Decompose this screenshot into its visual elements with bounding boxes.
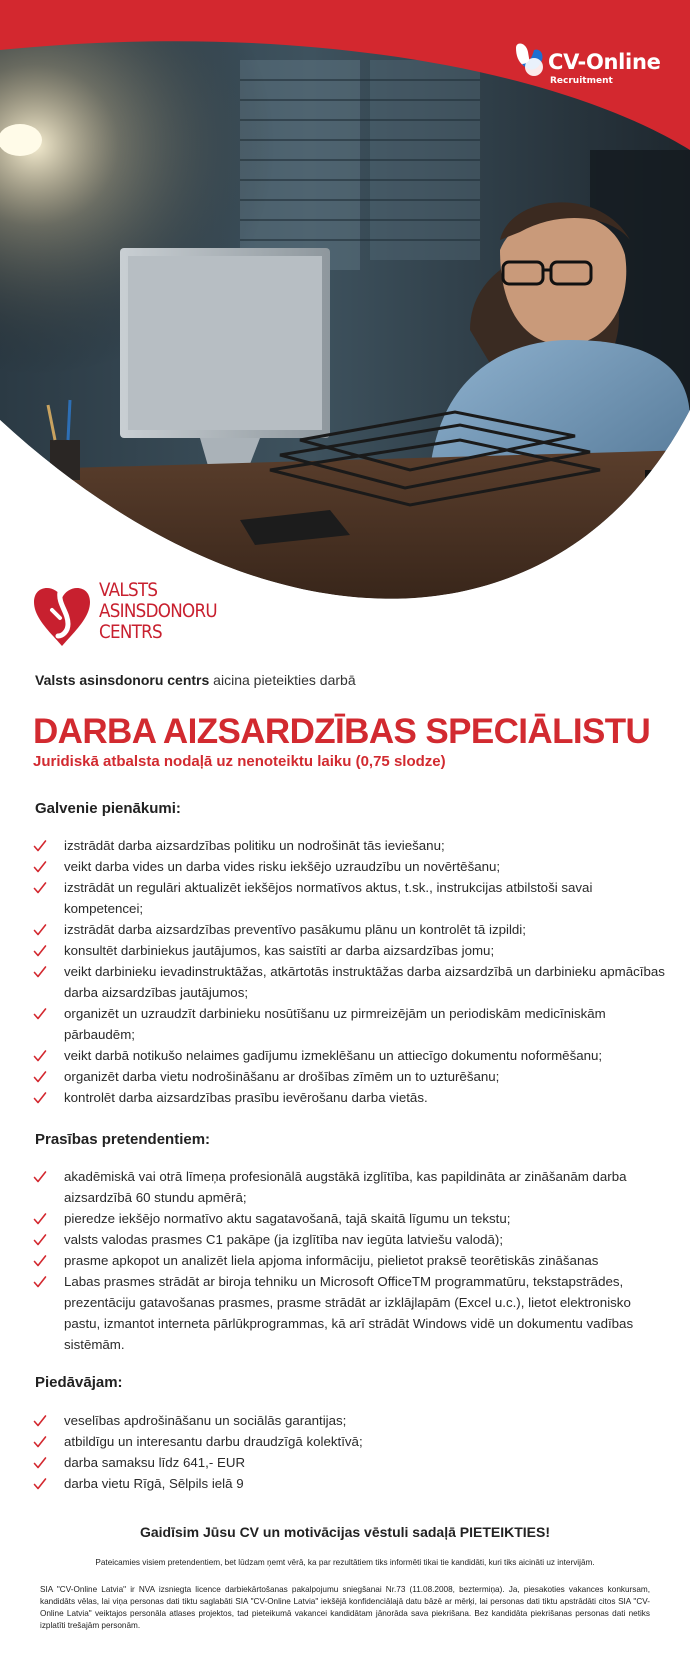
- list-item: [33, 1250, 665, 1271]
- list-item: [33, 1431, 665, 1452]
- employer-logo-line2: ASINSDONORU: [99, 600, 217, 622]
- list-item: [33, 1208, 665, 1229]
- checkmark-icon: [33, 859, 47, 873]
- list-item: [33, 1473, 665, 1494]
- list-item-text: kontrolēt darba aizsardzības prasību ievērošanu darba vietās.: [64, 1090, 428, 1105]
- list-item-text: atbildīgu un interesantu darbu draudzīgā kolektīvā;: [64, 1434, 363, 1449]
- checkmark-icon: [33, 1232, 47, 1246]
- list-item-text: veikt darba vides un darba vides risku iekšējo uzraudzību un novērtēšanu;: [64, 859, 501, 874]
- list-item-text: izstrādāt un regulāri aktualizēt iekšējos normatīvos aktus, t.sk., instrukcijas atbilstoši savai kompetencei;: [64, 880, 593, 916]
- checkmark-icon: [33, 1253, 47, 1267]
- list-item: [33, 1229, 665, 1250]
- list-item-text: veikt darbinieku ievadinstruktāžas, atkārtotās instruktāžas darba aizsardzībā un darbinieku apmācības darba aizsardzības jautājumos;: [64, 964, 665, 1000]
- checkmark-icon: [33, 922, 47, 936]
- position-subtitle: Juridiskā atbalsta nodaļā uz nenoteiktu laiku (0,75 slodze): [33, 753, 446, 770]
- list-item: [33, 856, 665, 877]
- employer-logo: [32, 578, 252, 658]
- checkmark-icon: [33, 943, 47, 957]
- list-item-text: akadēmiskā vai otrā līmeņa profesionālā augstākā izglītība, kas papildināta ar zināšanām darba aizsardzībā 60 stundu apmērā;: [64, 1169, 627, 1205]
- checkmark-icon: [33, 838, 47, 852]
- list-item-text: darba vietu Rīgā, Sēlpils ielā 9: [64, 1476, 244, 1491]
- employer-logo-line1: VALSTS: [99, 579, 158, 601]
- cv-online-brand-name: CV-Online: [548, 50, 661, 74]
- offer-heading: Piedāvājam:: [35, 1374, 123, 1391]
- blood-drop-heart-icon: [32, 582, 92, 648]
- checkmark-icon: [33, 964, 47, 978]
- checkmark-icon: [33, 1048, 47, 1062]
- list-item-text: izstrādāt darba aizsardzības preventīvo pasākumu plānu un kontrolēt tā izpildi;: [64, 922, 526, 937]
- list-item: [33, 919, 665, 940]
- list-item-text: veikt darbā notikušo nelaimes gadījumu izmeklēšanu un attiecīgo dokumentu noformēšanu;: [64, 1048, 603, 1063]
- apply-call-to-action: Gaidīsim Jūsu CV un motivācijas vēstuli sadaļā PIETEIKTIES!: [139, 1524, 551, 1540]
- list-item: [33, 1087, 665, 1108]
- list-item-text: pieredze iekšējo normatīvo aktu sagatavošanā, tajā skaitā līgumu un tekstu;: [64, 1211, 511, 1226]
- cv-online-logo: [512, 42, 662, 90]
- list-item-text: veselības apdrošināšanu un sociālās garantijas;: [64, 1413, 347, 1428]
- offer-list: [33, 1410, 665, 1494]
- list-item: [33, 1066, 665, 1087]
- checkmark-icon: [33, 1274, 47, 1288]
- list-item: [33, 1410, 665, 1431]
- checkmark-icon: [33, 1476, 47, 1490]
- checkmark-icon: [33, 880, 47, 894]
- list-item-text: organizēt un uzraudzīt darbinieku nosūtīšanu uz pirmreizējām un periodiskām medicīniskām pārbaudēm;: [64, 1006, 606, 1042]
- checkmark-icon: [33, 1211, 47, 1225]
- list-item-text: konsultēt darbiniekus jautājumos, kas saistīti ar darba aizsardzības jomu;: [64, 943, 495, 958]
- checkmark-icon: [33, 1090, 47, 1104]
- employer-logo-text: [99, 580, 217, 643]
- list-item-text: valsts valodas prasmes C1 pakāpe (ja izglītība nav iegūta latviešu valodā);: [64, 1232, 504, 1247]
- position-title: DARBA AIZSARDZĪBAS SPECIĀLISTU: [33, 712, 651, 751]
- employer-logo-line3: CENTRS: [99, 621, 162, 643]
- requirements-list: [33, 1166, 665, 1355]
- footer-notice: Pateicamies visiem pretendentiem, bet lūdzam ņemt vērā, ka par rezultātiem tiks informēti tikai tie kandidāti, kuri tiks aicināti uz intervijām.: [95, 1558, 595, 1567]
- intro-invite: aicina pieteikties darbā: [209, 672, 356, 688]
- hero-photo: [0, 0, 690, 660]
- checkmark-icon: [33, 1434, 47, 1448]
- duties-list: [33, 835, 665, 1108]
- checkmark-icon: [33, 1413, 47, 1427]
- requirements-heading: Prasības pretendentiem:: [35, 1131, 211, 1148]
- list-item: [33, 961, 665, 1003]
- list-item: [33, 1166, 665, 1208]
- list-item: [33, 1452, 665, 1473]
- checkmark-icon: [33, 1169, 47, 1183]
- list-item: [33, 1003, 665, 1045]
- cv-online-mark-icon: [512, 42, 548, 80]
- checkmark-icon: [33, 1455, 47, 1469]
- list-item: [33, 877, 665, 919]
- footer-license-notice: SIA "CV-Online Latvia" ir NVA izsniegta licence darbiekārtošanas pakalpojumu sniegšanai Nr.73 (11.08.2008, beztermiņa). Ja, piesakoties vakances konkursam, kandidāts vēlas, lai viņa personas dati tiktu saglabāti SIA "CV-Online Latvia" iekšējā konfidenciālajā datu bāzē ar mērķi, lai personas dati tiktu apstrādāti citos SIA "CV-Online Latvia" veiktajos personāla atlases projektos, tad pieteikumā vakancei kandidātam jānorāda sava piekrišana. Bez kandidāta piekrišanas personas dati netiks izplatīti trešajām personām.: [40, 1585, 650, 1630]
- duties-heading: Galvenie pienākumi:: [35, 800, 181, 817]
- checkmark-icon: [33, 1006, 47, 1020]
- intro-text: [35, 672, 356, 688]
- list-item: [33, 1045, 665, 1066]
- hero-banner: [0, 0, 690, 660]
- list-item-text: izstrādāt darba aizsardzības politiku un nodrošināt tās ieviešanu;: [64, 838, 445, 853]
- list-item-text: darba samaksu līdz 641,- EUR: [64, 1455, 246, 1470]
- list-item: [33, 835, 665, 856]
- list-item: [33, 940, 665, 961]
- intro-employer: Valsts asinsdonoru centrs: [35, 672, 210, 688]
- list-item-text: organizēt darba vietu nodrošināšanu ar drošības zīmēm un to uzturēšanu;: [64, 1069, 500, 1084]
- list-item: [33, 1271, 665, 1355]
- cv-online-tagline: Recruitment: [550, 76, 613, 86]
- checkmark-icon: [33, 1069, 47, 1083]
- list-item-text: Labas prasmes strādāt ar biroja tehniku un Microsoft OfficeTM programmatūru, tekstapstrādes, prezentāciju gatavošanas prasmes, prasme strādāt ar izklājlapām (Excel u.c.), lietot elektronisko pastu, izmantot interneta pārlūkprogrammas, kā arī strādāt Windows vidē un dokumentu vadības sistēmām.: [64, 1274, 634, 1352]
- list-item-text: prasme apkopot un analizēt liela apjoma informāciju, pielietot praksē teorētiskās zināšanas: [64, 1253, 599, 1268]
